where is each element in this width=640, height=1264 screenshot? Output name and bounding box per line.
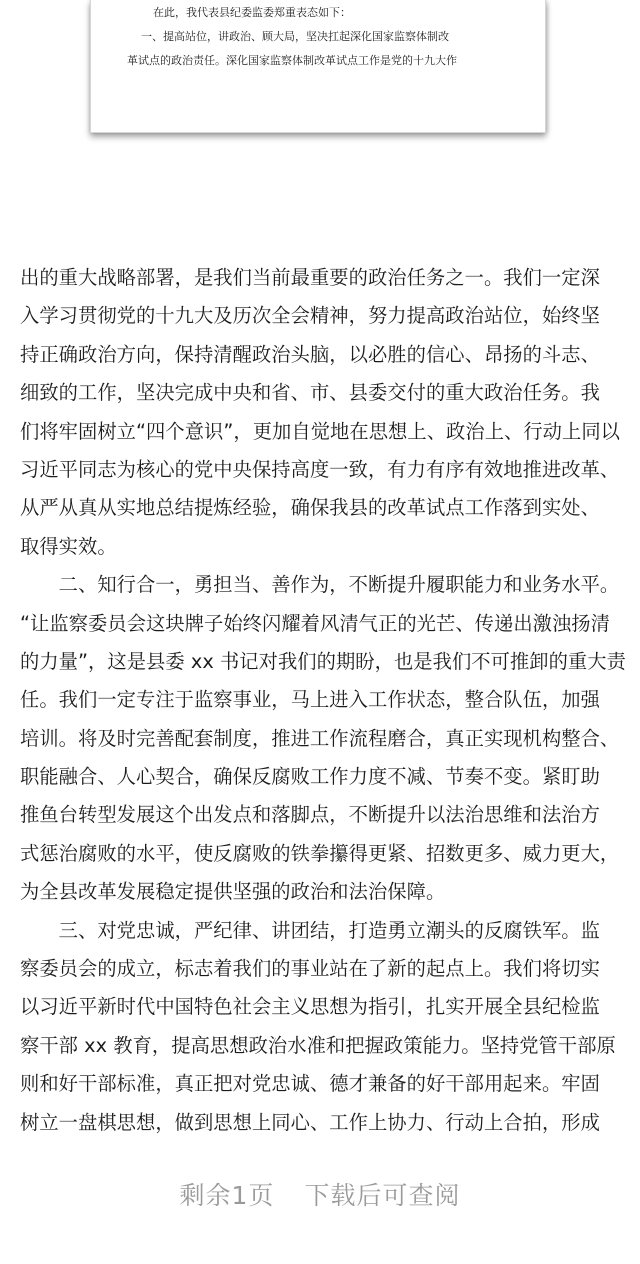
text-line: 的力量”，这是县委 xx 书记对我们的期盼，也是我们不可推卸的重大责: [20, 649, 626, 673]
text-line: 察干部 xx 教育，提高思想政治水准和把握政策能力。坚持党管干部原: [20, 1033, 616, 1057]
text-line: 入学习贯彻党的十九大及历次全会精神，努力提高政治站位，始终坚: [20, 304, 600, 328]
text-line: 们将牢固树立“四个意识”，更加自觉地在思想上、政治上、行动上同以: [20, 419, 621, 443]
remaining-pages-label: 剩余1页: [179, 1181, 275, 1210]
document-body: [20, 259, 624, 1142]
text-line: 习近平同志为核心的党中央保持高度一致，有力有序有效地推进改革、: [20, 457, 620, 481]
preview-line: 一、提高站位，讲政治、顾大局，坚决扛起深化国家监察体制改: [141, 30, 449, 43]
text-line: 培训。将及时完善配套制度，推进工作流程磨合，真正实现机构整合、: [20, 726, 620, 750]
text-line: 任。我们一定专注于监察事业，马上进入工作状态，整合队伍，加强: [20, 688, 600, 712]
text-line: 从严从真从实地总结提炼经验，确保我县的改革试点工作落到实处、: [20, 496, 600, 520]
text-line: 取得实效。: [20, 534, 117, 558]
preview-line: 革试点的政治责任。深化国家监察体制改革试点工作是党的十九大作: [127, 54, 457, 67]
text-line: 细致的工作，坚决完成中央和省、市、县委交付的重大政治任务。我: [20, 381, 600, 405]
download-prompt[interactable]: [0, 1178, 640, 1214]
text-line: 树立一盘棋思想，做到思想上同心、工作上协力、行动上合拍，形成: [20, 1110, 600, 1134]
text-line: 二、知行合一，勇担当、善作为，不断提升履职能力和业务水平。: [20, 573, 620, 597]
text-line: 式惩治腐败的水平，使反腐败的铁拳攥得更紧、招数更多、威力更大，: [20, 841, 620, 865]
preview-line: 在此，我代表县纪委监委郑重表态如下：: [153, 6, 351, 19]
download-to-view-label: 下载后可查阅: [304, 1181, 461, 1210]
text-line: 三、对党忠诚，严纪律、讲团结，打造勇立潮头的反腐铁军。监: [20, 918, 600, 942]
text-line: 察委员会的成立，标志着我们的事业站在了新的起点上。我们将切实: [20, 957, 600, 981]
text-line: 持正确政治方向，保持清醒政治头脑，以必胜的信心、昂扬的斗志、: [20, 342, 600, 366]
text-line: 以习近平新时代中国特色社会主义思想为指引，扎实开展全县纪检监: [20, 995, 600, 1019]
text-line: 推鱼台转型发展这个出发点和落脚点，不断提升以法治思维和法治方: [20, 803, 600, 827]
text-line: 职能融合、人心契合，确保反腐败工作力度不减、节奏不变。紧盯助: [20, 765, 600, 789]
text-line: 出的重大战略部署，是我们当前最重要的政治任务之一。我们一定深: [20, 266, 600, 289]
text-line: 则和好干部标准，真正把对党忠诚、德才兼备的好干部用起来。牢固: [20, 1072, 600, 1096]
document-preview-card: [90, 0, 546, 133]
text-line: “让监察委员会这块牌子始终闪耀着风清气正的光芒、传递出激浊扬清: [20, 611, 610, 635]
text-line: 为全县改革发展稳定提供坚强的政治和法治保障。: [20, 880, 446, 904]
